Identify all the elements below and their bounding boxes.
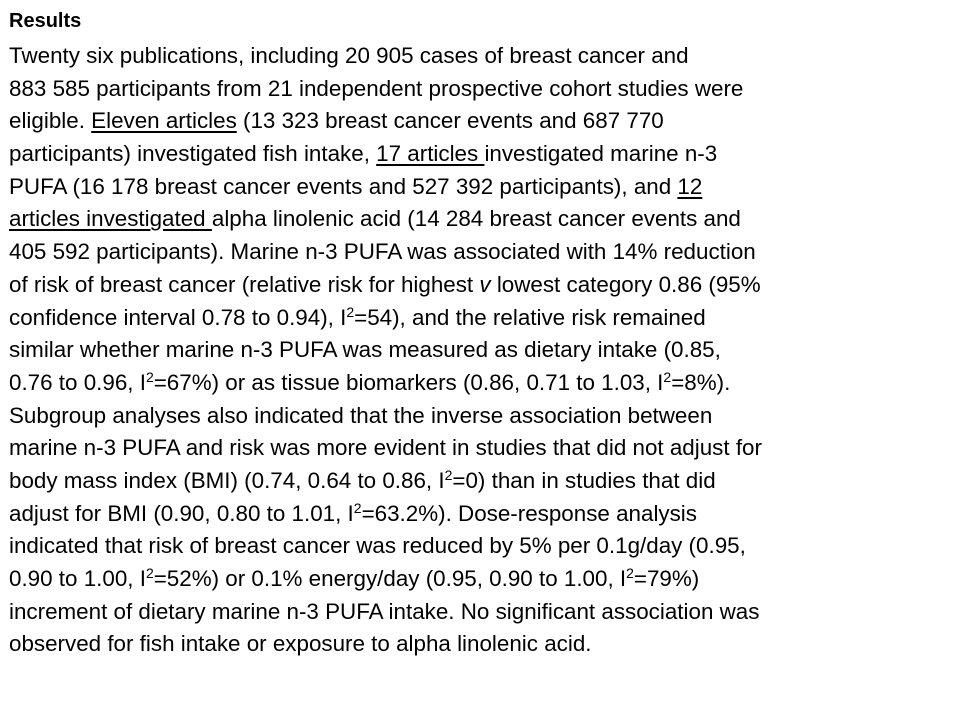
text-run: adjust for BMI (0.90, 0.80 to 1.01, I bbox=[9, 500, 354, 526]
superscript: 2 bbox=[444, 466, 453, 483]
text-run: Subgroup analyses also indicated that the inverse association between bbox=[9, 402, 713, 428]
text-line bbox=[9, 530, 954, 563]
superscript: 2 bbox=[145, 565, 154, 581]
superscript: 2 bbox=[626, 565, 634, 581]
text-line bbox=[9, 73, 954, 106]
superscript: 2 bbox=[145, 368, 154, 385]
text-run: 883 585 participants from 21 independent prospective cohort studies were bbox=[9, 75, 744, 101]
text-line bbox=[9, 302, 954, 335]
text-run: confidence interval 0.78 to 0.94), I bbox=[9, 304, 347, 330]
text-run: =79%) bbox=[633, 566, 700, 591]
text-line bbox=[9, 138, 954, 171]
text-run: indicated that risk of breast cancer was reduced by 5% per 0.1g/day (0.95, bbox=[9, 533, 746, 559]
text-run: 405 592 participants). Marine n-3 PUFA was associated with 14% reduction bbox=[9, 239, 756, 265]
text-run: =8%). bbox=[671, 369, 731, 395]
superscript: 2 bbox=[353, 499, 362, 516]
text-run: observed for fish intake or exposure to alpha linolenic acid. bbox=[9, 631, 592, 657]
text-run: 0.76 to 0.96, I bbox=[9, 369, 146, 395]
text-run: increment of dietary marine n-3 PUFA intake. No significant association was bbox=[9, 598, 760, 624]
text-run: (13 323 breast cancer events and 687 770 bbox=[236, 108, 664, 134]
underlined-link-text[interactable]: articles investigated bbox=[9, 206, 212, 232]
text-line bbox=[9, 400, 954, 433]
text-run: participants) investigated fish intake, bbox=[9, 141, 377, 167]
text-run: marine n-3 PUFA and risk was more evident in studies that did not adjust for bbox=[9, 435, 762, 461]
text-line bbox=[9, 40, 954, 73]
superscript: 2 bbox=[346, 303, 355, 320]
section-heading: Results bbox=[9, 10, 82, 32]
text-line bbox=[9, 203, 954, 236]
text-line bbox=[9, 334, 954, 367]
text-line bbox=[9, 171, 954, 204]
text-run: Twenty six publications, including 20 905 cases of breast cancer and bbox=[9, 43, 689, 68]
italic-text: v bbox=[479, 271, 491, 297]
text-run: similar whether marine n-3 PUFA was measured as dietary intake (0.85, bbox=[9, 337, 721, 363]
text-run: =67%) or as tissue biomarkers (0.86, 0.71 to 1.03, I bbox=[153, 369, 664, 395]
text-line bbox=[9, 236, 954, 269]
text-run: 0.90 to 1.00, I bbox=[9, 566, 146, 591]
text-run: =63.2%). Dose-response analysis bbox=[361, 500, 697, 526]
text-line bbox=[9, 596, 954, 629]
text-run: body mass index (BMI) (0.74, 0.64 to 0.86, I bbox=[9, 467, 445, 493]
text-line bbox=[9, 628, 954, 661]
text-run: of risk of breast cancer (relative risk for highest bbox=[9, 271, 480, 297]
underlined-link-text[interactable]: Eleven articles bbox=[91, 108, 237, 134]
underlined-link-text[interactable]: 17 articles bbox=[376, 141, 485, 167]
superscript: 2 bbox=[663, 368, 672, 385]
text-run: eligible. bbox=[9, 108, 92, 134]
text-run: =52%) or 0.1% energy/day (0.95, 0.90 to 1.00, I bbox=[153, 566, 627, 591]
text-line bbox=[9, 432, 954, 465]
text-run: =0) than in studies that did bbox=[452, 467, 716, 493]
text-run: =54), and the relative risk remained bbox=[354, 304, 706, 330]
text-line bbox=[9, 465, 954, 498]
text-line bbox=[9, 367, 954, 400]
text-line bbox=[9, 498, 954, 531]
text-run: investigated marine n-3 bbox=[484, 141, 718, 167]
text-line bbox=[9, 269, 954, 302]
text-line bbox=[9, 105, 954, 138]
text-run: PUFA (16 178 breast cancer events and 527 392 participants), and bbox=[9, 173, 678, 199]
text-run: lowest category 0.86 (95% bbox=[490, 271, 761, 297]
text-line bbox=[9, 563, 954, 596]
results-paragraph bbox=[9, 40, 954, 661]
text-run: alpha linolenic acid (14 284 breast cancer events and bbox=[211, 206, 741, 232]
underlined-link-text[interactable]: 12 bbox=[677, 173, 703, 199]
